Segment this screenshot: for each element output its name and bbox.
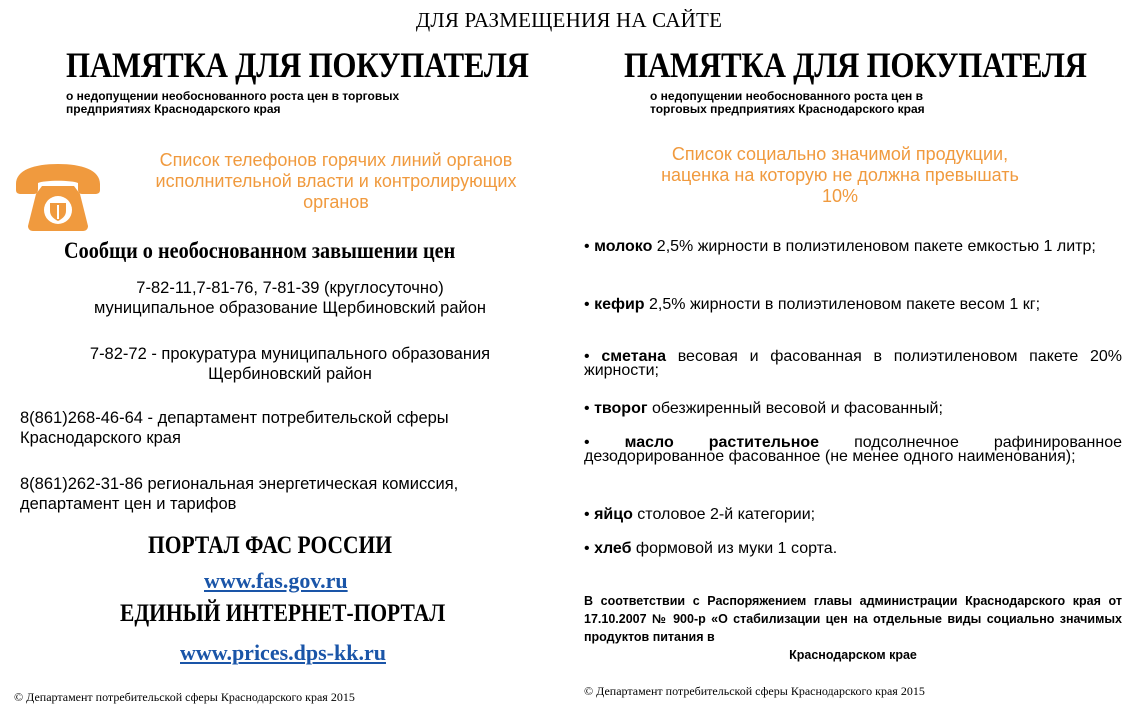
product-item [584, 436, 1122, 464]
product-item [584, 240, 1122, 254]
hotline-heading [110, 150, 562, 213]
product-name: кефир [594, 296, 645, 313]
products-heading-line2: наценка на которую не должна превышать [661, 165, 1019, 185]
left-memo-title: ПАМЯТКА ДЛЯ ПОКУПАТЕЛЯ [66, 45, 529, 85]
contact-item [20, 474, 560, 514]
bullet: • [584, 238, 590, 255]
page-heading: ДЛЯ РАЗМЕЩЕНИЯ НА САЙТЕ [415, 8, 723, 32]
decree-note [584, 592, 1122, 664]
product-item [584, 350, 1122, 378]
contact-line: муниципальное образование Щербиновский район [93, 299, 487, 317]
left-copyright: © Департамент потребительской сферы Краснодарского края 2015 [14, 690, 355, 704]
bullet: • [584, 506, 590, 523]
bullet: • [584, 400, 590, 417]
decree-text-end: Краснодарском крае [789, 648, 917, 662]
contact-line: 8(861)262-31-86 региональная энергетическая комиссия, [20, 475, 459, 493]
product-name: сметана [601, 348, 667, 365]
product-name: творог [594, 400, 648, 417]
left-subtitle-line1: о недопущении необоснованного роста цен в торговых [66, 89, 400, 103]
product-name: молоко [594, 238, 653, 255]
decree-text: В соответствии с Распоряжением главы администрации Краснодарского края от 17.10.2007 № 900-р «О стабилизации цен на отдельные виды социально значимых продуктов питания в [584, 594, 1122, 644]
product-desc: весовая и фасованная в полиэтиленовом пакете 20% жирности; [584, 348, 1122, 379]
hotline-heading-line1: Список телефонов горячих линий органов [159, 150, 513, 170]
product-name: яйцо [594, 506, 633, 523]
phone-icon [12, 158, 104, 234]
bullet: • [584, 434, 590, 451]
bullet: • [584, 540, 590, 557]
product-desc: формовой из муки 1 сорта. [631, 540, 838, 557]
bullet: • [584, 348, 590, 365]
product-desc: подсолнечное рафинированное дезодорированное фасованное (не менее одного наименования); [584, 434, 1123, 465]
report-heading: Сообщи о необоснованном завышении цен [64, 238, 456, 263]
contact-item [30, 344, 550, 384]
products-heading-line1: Список социально значимой продукции, [671, 144, 1009, 164]
product-desc: столовое 2-й категории; [632, 506, 816, 523]
contact-item [20, 408, 560, 448]
product-name: масло растительное [624, 434, 820, 451]
contact-line: департамент цен и тарифов [20, 495, 237, 513]
fas-link[interactable]: www.fas.gov.ru [204, 568, 348, 593]
product-desc: обезжиренный весовой и фасованный; [647, 400, 943, 417]
unified-portal-title: ЕДИНЫЙ ИНТЕРНЕТ-ПОРТАЛ [120, 600, 446, 627]
contact-line: 8(861)268-46-64 - департамент потребительской сферы [20, 409, 449, 427]
contact-line: Краснодарского края [20, 429, 181, 447]
product-item [584, 508, 1122, 522]
products-heading [600, 144, 1080, 207]
product-name: хлеб [594, 540, 632, 557]
fas-portal-title: ПОРТАЛ ФАС РОССИИ [148, 532, 392, 559]
bullet: • [584, 296, 590, 313]
contact-line: 7-82-72 - прокуратура муниципального образования [89, 345, 491, 363]
right-copyright: © Департамент потребительской сферы Краснодарского края 2015 [584, 684, 925, 698]
contact-item [30, 278, 550, 318]
right-memo-title: ПАМЯТКА ДЛЯ ПОКУПАТЕЛЯ [624, 45, 1087, 85]
right-subtitle-line2: торговых предприятиях Краснодарского края [650, 102, 925, 116]
right-subtitle-line1: о недопущении необоснованного роста цен в [650, 89, 923, 103]
left-memo-subtitle [66, 90, 399, 116]
product-desc: 2,5% жирности в полиэтиленовом пакете весом 1 кг; [644, 296, 1041, 313]
product-desc: 2,5% жирности в полиэтиленовом пакете емкостью 1 литр; [652, 238, 1096, 255]
product-item [584, 298, 1122, 312]
right-memo-subtitle [650, 90, 925, 116]
hotline-heading-line3: органов [303, 192, 369, 212]
contact-line: 7-82-11,7-81-76, 7-81-39 (круглосуточно) [136, 279, 444, 297]
products-heading-line3: 10% [821, 186, 859, 206]
prices-link[interactable]: www.prices.dps-kk.ru [180, 640, 386, 665]
left-subtitle-line2: предприятиях Краснодарского края [66, 102, 281, 116]
product-item [584, 402, 1122, 416]
hotline-heading-line2: исполнительной власти и контролирующих [155, 171, 517, 191]
contact-line: Щербиновский район [208, 365, 372, 383]
product-item [584, 542, 1122, 556]
